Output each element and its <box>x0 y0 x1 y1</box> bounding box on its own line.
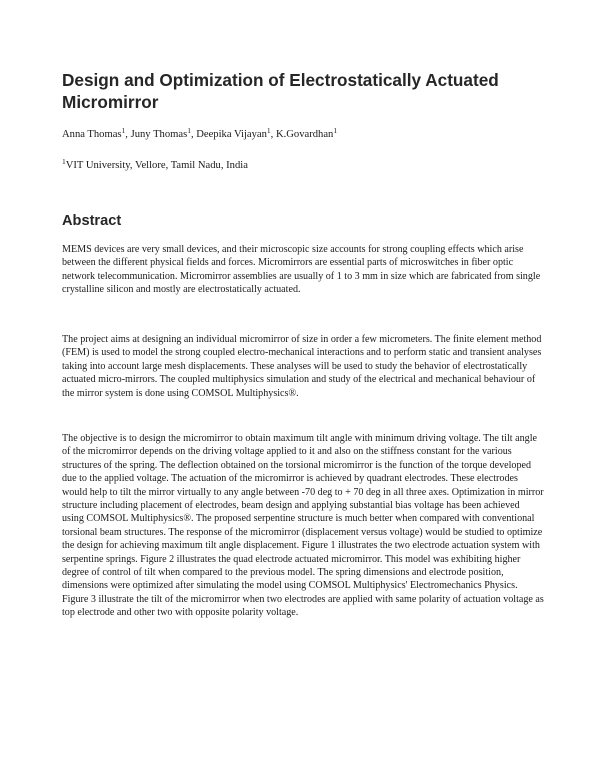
abstract-paragraph: The project aims at designing an individual micromirror of size in order a few micrometers. The finite element method (FEM) is used to model the strong coupled electro-mechanical interactions and to perform static and transient analyses taking into account large mesh displacements. These analyses will be used to study the behavior of electrostatically actuated micro-mirrors. The coupled multiphysics simulation and study of the electrical and mechanical behaviour of the mirror system is done using COMSOL Multiphysics®. <box>62 334 542 399</box>
affiliation-mark: 1 <box>62 157 66 166</box>
author <box>275 126 338 140</box>
author-separator: , <box>125 129 131 140</box>
affiliation-text: VIT University, Vellore, Tamil Nadu, India <box>65 160 248 171</box>
affiliation-mark: 1 <box>266 126 271 135</box>
author <box>130 126 197 140</box>
abstract-paragraph: The objective is to design the micromirror to obtain maximum tilt angle with minimum driving voltage. The tilt angle of the micromirror depends on the driving voltage applied to it and also on the stiffness constant for the various structures of the spring. The deflection obtained on the torsional micromirror is the function of the torque developed due to the applied voltage. The actuation of the micromirror is achieved by quadrant electrodes. These electrodes would help to tilt the mirror virtually to any angle between -70 deg to + 70 deg in all three axes. Optimization in mirror structure including placement of electrodes, beam design and applying substantial bias voltage has been achieved using COMSOL Multiphysics®. The proposed serpentine structure is much better when compared with conventional torsional beam structures. The response of the micromirror (displacement versus voltage) would be studied to optimize the design for achieving maximum tilt angle displacement. Figure 1 illustrates the two electrode actuation system with serpentine springs. Figure 2 illustrates the quad electrode actuated micromirror. This model was exhibiting higher degree of control of tilt when compared to the previous model. The spring dimensions and electrode position, dimensions were optimized after simulating the model using COMSOL Multiphysics' Electromechanics Physics. Figure 3 illustrate the tilt of the micromirror when two electrodes are applied with same polarity of actuation voltage as top electrode and other two with opposite polarity voltage. <box>62 433 544 619</box>
author <box>62 126 131 140</box>
author <box>196 126 276 140</box>
affiliation-mark: 1 <box>121 126 126 135</box>
abstract-heading: Abstract <box>62 213 122 229</box>
affiliation <box>62 159 562 173</box>
author-name: K.Govardhan <box>275 129 334 140</box>
author-separator: , <box>270 129 276 140</box>
paper-title: Design and Optimization of Electrostatically Actuated Micromirror <box>62 70 499 112</box>
author-name: Deepika Vijayan <box>196 129 267 140</box>
affiliation-mark: 1 <box>333 126 338 135</box>
affiliation-mark: 1 <box>187 126 191 135</box>
author-list <box>62 128 562 142</box>
author-separator: , <box>190 129 197 140</box>
author-name: Juny Thomas <box>130 129 188 140</box>
author-name: Anna Thomas <box>62 129 122 140</box>
abstract-paragraph: MEMS devices are very small devices, and their microscopic size accounts for strong coupling effects which arise between the different physical fields and forces. Micromirrors are essential parts of microswitches in fiber optic network telecommunication. Micromirror assemblies are usually of 1 to 3 mm in size which are fabricated from single crystalline silicon and mostly are electrostatically actuated. <box>62 244 541 296</box>
